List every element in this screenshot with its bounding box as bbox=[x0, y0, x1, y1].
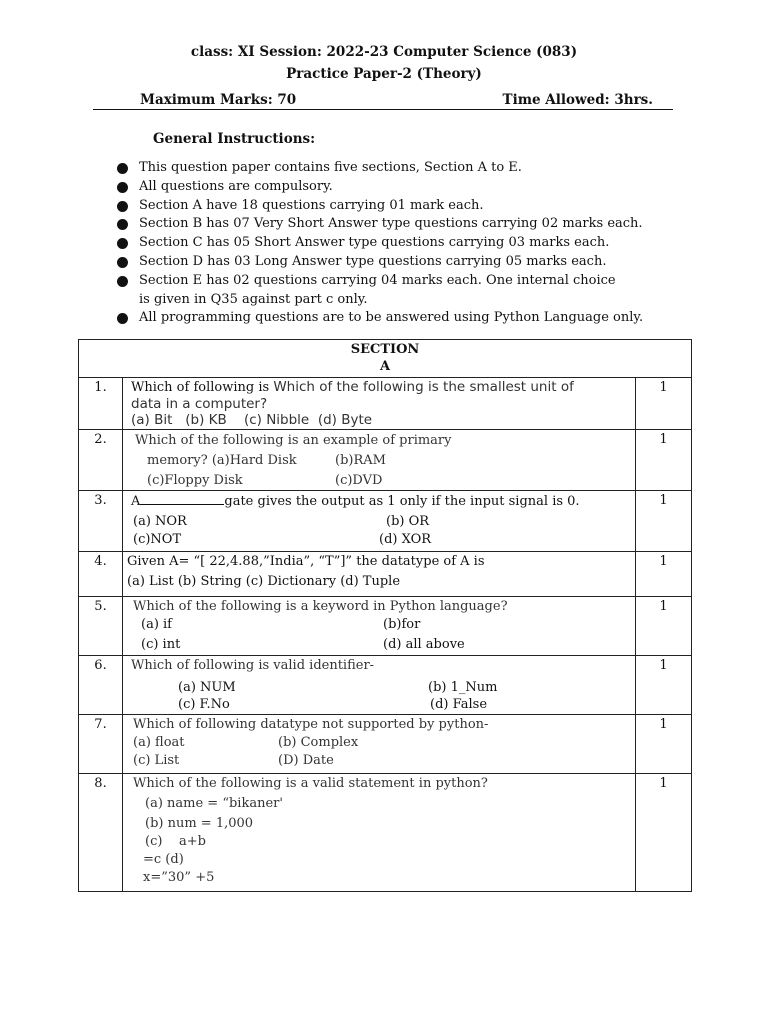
question-body: Which of the following is an example of primary memory? (a)Hard Disk (b)RAM (c)Floppy Disk (c)DVD bbox=[123, 430, 636, 491]
instruction-item: Section E has 02 questions carrying 04 marks each. One internal choice is given in Q35 against part c only. bbox=[115, 272, 643, 310]
question-row bbox=[79, 774, 692, 892]
bullet-icon bbox=[117, 313, 128, 324]
instruction-item: Section D has 03 Long Answer type questions carrying 05 marks each. bbox=[115, 253, 643, 272]
question-row bbox=[79, 491, 692, 552]
instruction-item: Section C has 05 Short Answer type questions carrying 03 marks each. bbox=[115, 234, 643, 253]
instruction-item: All programming questions are to be answered using Python Language only. bbox=[115, 309, 643, 328]
question-mark: 1 bbox=[636, 597, 692, 656]
paper-title: class: XI Session: 2022-23 Computer Science (083) bbox=[190, 44, 578, 60]
instructions-list bbox=[115, 159, 643, 328]
instruction-item: Section B has 07 Very Short Answer type questions carrying 02 marks each. bbox=[115, 215, 643, 234]
question-mark: 1 bbox=[636, 378, 692, 430]
bullet-icon bbox=[117, 219, 128, 230]
instruction-item: All questions are compulsory. bbox=[115, 178, 643, 197]
instructions-title: General Instructions: bbox=[153, 131, 316, 147]
question-number: 2. bbox=[79, 430, 123, 491]
question-number: 7. bbox=[79, 715, 123, 774]
question-row bbox=[79, 552, 692, 597]
marks-row bbox=[93, 92, 673, 110]
question-row bbox=[79, 378, 692, 430]
question-number: 8. bbox=[79, 774, 123, 892]
question-mark: 1 bbox=[636, 656, 692, 715]
bullet-icon bbox=[117, 276, 128, 287]
question-body: Which of the following is a keyword in Python language? (a) if (b)for (c) int (d) all above bbox=[123, 597, 636, 656]
instruction-item: Section A have 18 questions carrying 01 mark each. bbox=[115, 197, 643, 216]
question-row bbox=[79, 715, 692, 774]
question-mark: 1 bbox=[636, 715, 692, 774]
question-mark: 1 bbox=[636, 552, 692, 597]
questions-table bbox=[78, 339, 692, 892]
question-number: 5. bbox=[79, 597, 123, 656]
paper-subtitle: Practice Paper-2 (Theory) bbox=[286, 66, 482, 82]
question-number: 3. bbox=[79, 491, 123, 552]
question-row bbox=[79, 430, 692, 491]
bullet-icon bbox=[117, 163, 128, 174]
bullet-icon bbox=[117, 257, 128, 268]
question-mark: 1 bbox=[636, 491, 692, 552]
question-body: Which of following datatype not supported by python- (a) float (b) Complex (c) List (D) Date bbox=[123, 715, 636, 774]
section-header-row bbox=[79, 340, 692, 378]
question-body: Given A= “[ 22,4.88,”India”, “T”]” the datatype of A is (a) List (b) String (c) Dictionary (d) Tuple bbox=[123, 552, 636, 597]
question-number: 4. bbox=[79, 552, 123, 597]
question-mark: 1 bbox=[636, 430, 692, 491]
question-number: 6. bbox=[79, 656, 123, 715]
bullet-icon bbox=[117, 201, 128, 212]
answer-blank bbox=[140, 493, 224, 505]
section-heading: SECTION A bbox=[79, 340, 692, 378]
bullet-icon bbox=[117, 238, 128, 249]
bullet-icon bbox=[117, 182, 128, 193]
instruction-item: This question paper contains five sections, Section A to E. bbox=[115, 159, 643, 178]
question-body: Which of the following is a valid statement in python? (a) name = “bikaner' (b) num = 1,000 (c) a+b =c (d) x=”30” +5 bbox=[123, 774, 636, 892]
question-body: Which of following is valid identifier- (a) NUM (b) 1_Num (c) F.No (d) False bbox=[123, 656, 636, 715]
question-row bbox=[79, 597, 692, 656]
question-row bbox=[79, 656, 692, 715]
time-allowed: Time Allowed: 3hrs. bbox=[502, 92, 653, 108]
max-marks: Maximum Marks: 70 bbox=[140, 92, 297, 108]
question-body: A gate gives the output as 1 only if the input signal is 0. (a) NOR (b) OR (c)NOT (d) XOR bbox=[123, 491, 636, 552]
question-body: Which of following is Which of the following is the smallest unit of data in a computer? (a) Bit (b) KB (c) Nibble (d) Byte bbox=[123, 378, 636, 430]
question-mark: 1 bbox=[636, 774, 692, 892]
question-number: 1. bbox=[79, 378, 123, 430]
